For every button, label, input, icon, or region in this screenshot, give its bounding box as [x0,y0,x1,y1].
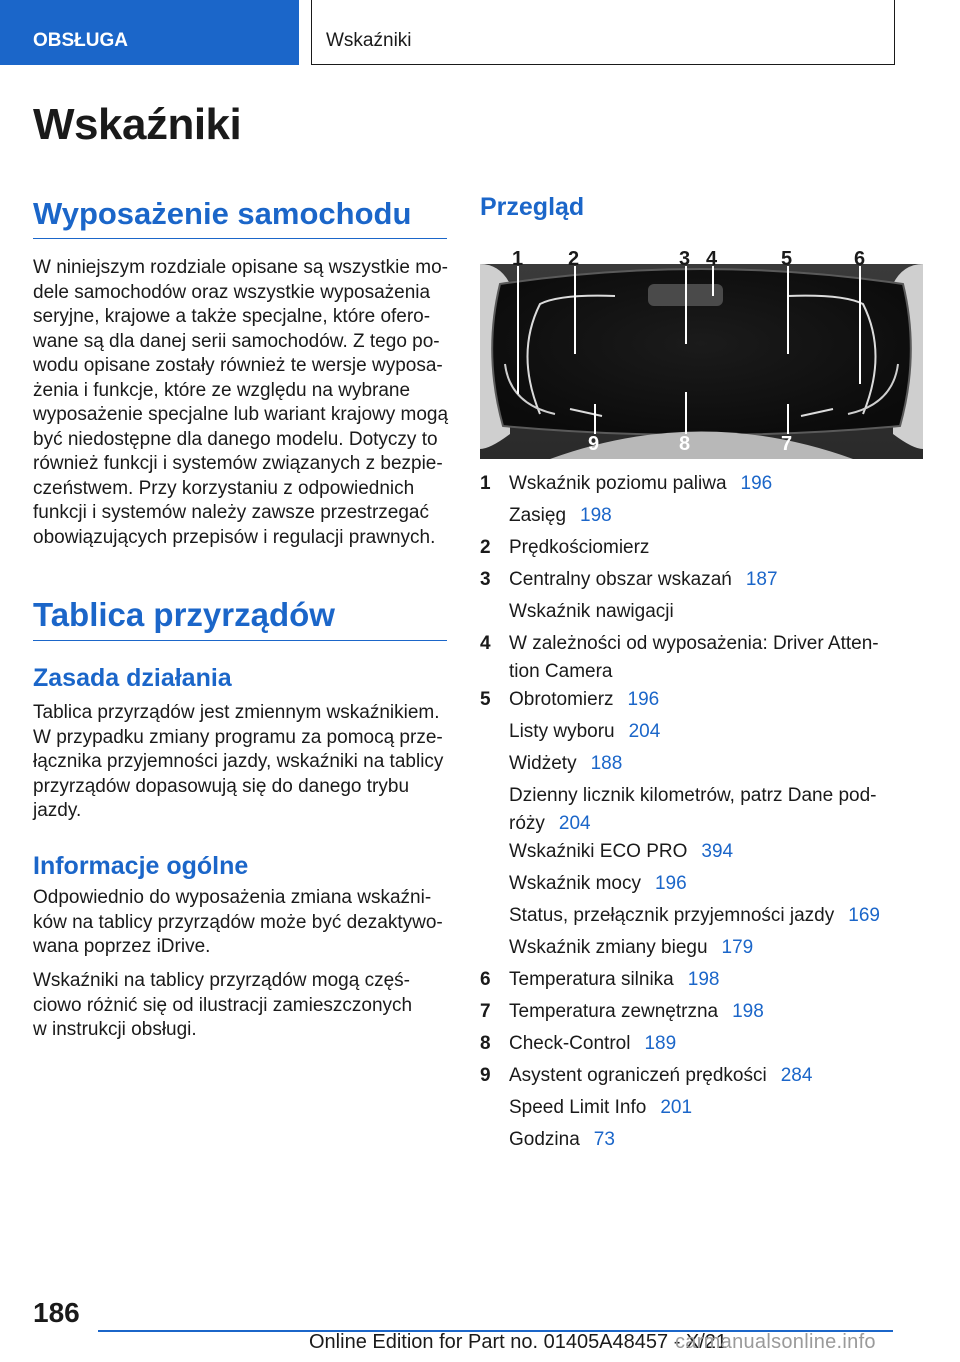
legend-list [480,470,920,1158]
legend-number: 4 [480,633,491,654]
text-line: czeństwem. Przy korzystaniu z odpowiednich [33,477,415,499]
legend-label-continued: róży 204 [509,813,591,834]
page-reference-link[interactable]: 204 [558,813,591,834]
legend-number: 7 [480,1001,491,1022]
text-line: ków na tablicy przyrządów może być dezaktywo- [33,911,443,933]
page-title: Wskaźniki [33,100,242,149]
chapter-tab: Wskaźniki [311,0,895,65]
legend-text [509,1062,812,1090]
legend-item [480,750,920,782]
legend-label: Prędkościomierz [509,537,650,558]
legend-number: 5 [480,689,491,710]
text-line: Odpowiednio do wyposażenia zmiana wskaźni- [33,887,432,908]
watermark: carmanualsonline.info [675,1331,876,1353]
legend-label: Wskaźnik mocy 196 [509,873,687,894]
text-line: wyposażenie specjalne lub wariant krajowy mogą [33,404,449,425]
legend-item [480,686,920,718]
legend-text [509,598,674,626]
callout-label: 6 [854,248,866,270]
legend-label: Listy wyboru 204 [509,721,661,742]
legend-item [480,838,920,870]
legend-text [509,838,733,866]
page-reference-link[interactable]: 196 [740,473,773,494]
legend-number: 8 [480,1033,491,1054]
text-line: również funkcji i systemów związanych z bezpie- [33,453,443,474]
heading-overview: Przegląd [480,193,585,221]
text-line: łącznika przyjemności jazdy, wskaźniki na tablicy [33,751,444,772]
legend-label: Speed Limit Info 201 [509,1097,693,1118]
legend-label: Godzina 73 [509,1129,615,1150]
legend-label: Wskaźnik zmiany biegu 179 [509,937,754,958]
text-line: wane są dla danej serii samochodów. Z tego po- [33,330,440,352]
callout-label: 2 [568,248,580,270]
legend-text [509,718,660,746]
paragraph-principle [33,701,443,824]
legend-number: 6 [480,969,491,990]
page-reference-link[interactable]: 196 [654,873,687,894]
legend-label: Dzienny licznik kilometrów, patrz Dane pod- [509,785,877,806]
legend-text [509,902,880,930]
legend-label: Asystent ograniczeń prędkości 284 [509,1065,813,1086]
section-tab: OBSŁUGA [0,0,299,65]
page-reference-link[interactable]: 196 [627,689,660,710]
legend-item [480,1030,920,1062]
callout-label: 3 [679,248,691,270]
legend-item [480,718,920,750]
legend-text [509,934,753,962]
legend-text [509,1126,615,1154]
paragraph-general-1 [33,886,443,960]
legend-label: Status, przełącznik przyjemności jazdy 169 [509,905,880,926]
legend-text [509,998,764,1026]
legend-text [509,502,612,530]
legend-label-continued: tion Camera [509,661,613,682]
callout-label: 9 [588,433,600,455]
text-line: W niniejszym rozdziale opisane są wszystkie mo- [33,257,448,278]
paragraph-general-2 [33,969,412,1043]
legend-item [480,966,920,998]
text-line: Tablica przyrządów jest zmiennym wskaźnikiem. [33,702,440,723]
text-line: seryjne, krajowe a także specjalne, które ofero- [33,306,431,327]
callout-label: 8 [679,433,691,455]
legend-text [509,566,778,594]
legend-label: Zasięg 198 [509,505,612,526]
page-reference-link[interactable]: 179 [721,937,754,958]
legend-text [509,1030,676,1058]
heading-general: Informacje ogólne [33,852,249,880]
legend-text [509,870,687,898]
page-reference-link[interactable]: 188 [590,753,623,774]
callout-label: 1 [512,248,524,270]
legend-text [509,630,879,686]
legend-item [480,534,920,566]
legend-label: Check-Control 189 [509,1033,677,1054]
legend-text [509,686,659,714]
text-line: w instrukcji obsługi. [33,1019,197,1040]
legend-item [480,902,920,934]
text-line: wana poprzez iDrive. [33,936,211,957]
edition-text: Online Edition for Part no. 01405A48457 - X/21 [309,1331,728,1353]
legend-text [509,750,622,778]
legend-item [480,566,920,598]
legend-item [480,998,920,1030]
legend-text [509,966,719,994]
page-reference-link[interactable]: 201 [660,1097,693,1118]
legend-label: Widżety 188 [509,753,623,774]
legend-item [480,1094,920,1126]
legend-text [509,534,649,562]
legend-item [480,598,920,630]
legend-text [509,470,772,498]
legend-item [480,1062,920,1094]
legend-item [480,782,920,838]
paragraph-equipment [33,256,448,550]
heading-instrument-cluster: Tablica przyrządów [33,596,447,641]
legend-number: 2 [480,537,491,558]
legend-number: 1 [480,473,491,494]
text-line: jazdy. [33,800,82,821]
page-reference-link[interactable]: 169 [848,905,880,926]
text-line: funkcji i systemów należy zawsze przestrzegać [33,502,429,523]
legend-label: Wskaźnik poziomu paliwa 196 [509,473,773,494]
text-line: Wskaźniki na tablicy przyrządów mogą częś- [33,970,410,991]
legend-label: Obrotomierz 196 [509,689,660,710]
page-reference-link[interactable]: 198 [580,505,612,526]
page-reference-link[interactable]: 187 [745,569,778,590]
legend-item [480,630,920,686]
legend-label: Temperatura silnika 198 [509,969,720,990]
callout-label: 7 [781,433,793,455]
legend-label: W zależności od wyposażenia: Driver Atten- [509,633,879,654]
text-line: obowiązujących przepisów i regulacji prawnych. [33,526,436,548]
text-line: ciowo różnić się od ilustracji zamieszczonych [33,994,413,1016]
text-line: wodu opisane zostały również te wersje wyposa- [33,355,443,376]
legend-item [480,470,920,502]
callout-label: 4 [706,248,718,270]
legend-label: Wskaźniki ECO PRO 394 [509,841,734,862]
legend-label: Wskaźnik nawigacji [509,601,674,622]
heading-equipment: Wyposażenie samochodu [33,196,447,239]
legend-number: 9 [480,1065,491,1086]
page-number: 186 [33,1297,80,1328]
legend-text [509,782,877,838]
legend-item [480,934,920,966]
instrument-cluster-illustration [480,244,923,459]
legend-label: Centralny obszar wskazań 187 [509,569,778,590]
text-line: żenia i funkcje, które ze względu na wybrane [33,379,411,401]
heading-principle: Zasada działania [33,664,232,692]
text-line: W przypadku zmiany programu za pomocą prze- [33,726,443,748]
page-reference-link[interactable]: 204 [628,721,661,742]
legend-label: Temperatura zewnętrzna 198 [509,1001,764,1022]
page-reference-link[interactable]: 189 [644,1033,677,1054]
page-reference-link[interactable]: 73 [593,1129,615,1150]
legend-number: 3 [480,569,491,590]
text-line: dele samochodów oraz wszystkie wyposażenia [33,281,431,303]
text-line: być niedostępne dla danego modelu. Dotyczy to [33,428,438,450]
text-line: przyrządów dopasowują się do danego trybu [33,775,410,797]
legend-text [509,1094,692,1122]
callout-label: 5 [781,248,793,270]
page-reference-link[interactable]: 284 [780,1065,813,1086]
page-reference-link[interactable]: 198 [732,1001,764,1022]
legend-item [480,1126,920,1158]
page-reference-link[interactable]: 198 [687,969,720,990]
legend-item [480,502,920,534]
legend-item [480,870,920,902]
page-reference-link[interactable]: 394 [701,841,734,862]
